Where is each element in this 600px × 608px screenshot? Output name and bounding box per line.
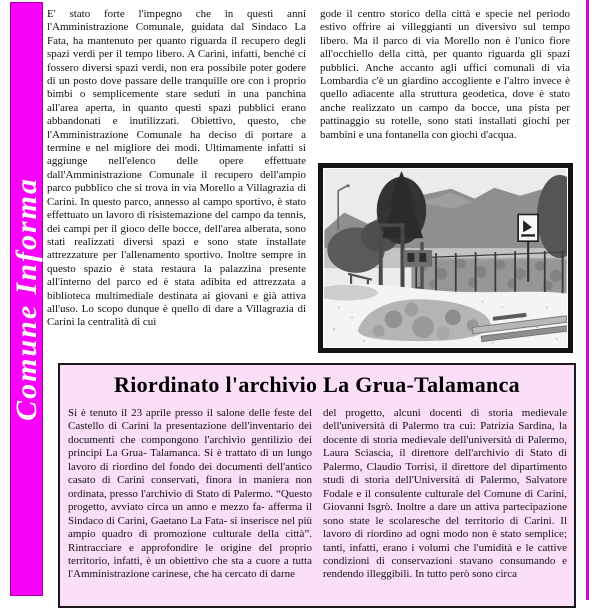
photo-lamp-head [347,184,350,187]
park-photo-scene [324,169,567,347]
archive-article-columns [60,407,574,582]
top-article-column-1: E' stato forte l'impegno che in questi anni l'Amministrazione Comunale, guidata dal Sindaco La Fata, ha mantenuto per quanto riguarda il recupero degli spazi verdi per il tempo libero. A Carini, infatti, benché ci fossero diversi spazi verdi, non era possibile poter godere di un posto dove passare delle tranquille ore con i proprio bimbi o semplicemente stare seduti in una panchina all'area aperta, in quanto questi spazi pubblici erano abbandonati e inutilizzati. Obiettivo, questo, che l'Amministrazione Comunale ha deciso di portare a termine e nel migliore dei modi. Ultimamente infatti si aggiunge nell'elenco delle opere effettuate dall'Amministrazione Comunale il recupero dell'ampio parco pubblico che si trova in via Morello a Villagrazia di Carini. In questo parco, annesso al campo sportivo, è stato effettuato un lavoro di risistemazione del campo da tennis, dei campi per il gioco delle bocce, dell'area alberata, sono stati realizzati diversi spazi e sono state installate attrezzature per l'allenamento sportivo. Inoltre sempre in questo spazio è stata restaura la palazzina presente all'interno del parco ed è stata adibita ed attrezzata a biblioteca multimediale destinata ai giovani e già attiva all'uso. Lo scopo dunque è quello di dare a Villagrazia di Carini la centralità di cui [47,8,306,329]
photo-fence-mesh [411,260,566,292]
sidebar-banner [10,2,43,596]
archive-article-column-2: del progetto, alcuni docenti di storia medievale dell'università di Palermo tra cui: Patrizia Sardina, la docente di storia medievale dell'università di Palermo, Laura Sciascia, il direttore dell'archivio di Stato di Palermo, Claudio Torrisi, il direttore del dipartimento studi di storia dell'Università di Palermo, Salvatore Fodale e il consulente culturale del Comune di Carini, Giovanni Isgrò. Inoltre a dare un attiva partecipazione sono state le scolaresche del territorio di Carini. Il lavoro di riordino ad ogni modo non è stato semplice; tanti, infatti, erano i volumi che l'umidità e le cattive condizioni di conservazioni stavano consumando e rendendo illeggibili. In tutto però sono circa [323,407,567,581]
archive-article-headline: Riordinato l'archivio La Grua-Talamanca [114,372,520,397]
archive-article-box [58,363,576,608]
top-article-column-2: gode il centro storico della città e specie nel periodo estivo offrire ai villeggianti un diversivo sul tempo libero. Ma il parco di via Morello non è l'unico fiore all'occhiello della città, per quanto riguarda gli spazi pubblici. Anche accanto agli uffici comunali di via Lombardia c'è un giardino accogliente e l'altro invece è quello adiacente alla struttura geodetica, dove è stato anche realizzato un campo da bocce, una pista per pattinaggio su rotelle, sono stati installati giochi per bambini e una fontanella con giochi d'acqua. [320,8,570,141]
park-photo [318,163,573,353]
archive-article-column-1: Si è tenuto il 23 aprile presso il salone delle feste del Castello di Carini la presentazione dell'inventario dei documenti che compongono l'archivio gentilizio dei principi La Grua- Talamanca. Si è trattato di un lungo lavoro di riordino del fondo dei documenti dell'antico casato di Carini conservati, finora in maniera non ordinata, presso l'archivio di Stato di Palermo. “Questo progetto, avviato circa un anno e mezzo fa- afferma il Sindaco di Carini, Gaetano La Fata- si inserisce nel più ampio quadro di promozione culturale della città”. Rintracciare e approfondire le origine del proprio territorio, infatti, è un obiettivo che sta a cuore a tutta l'Amministrazione carinese, che ha cercato di darne [68,407,312,581]
page-right-border [586,0,589,600]
newsletter-title-vertical: Comune Informa [9,177,43,421]
